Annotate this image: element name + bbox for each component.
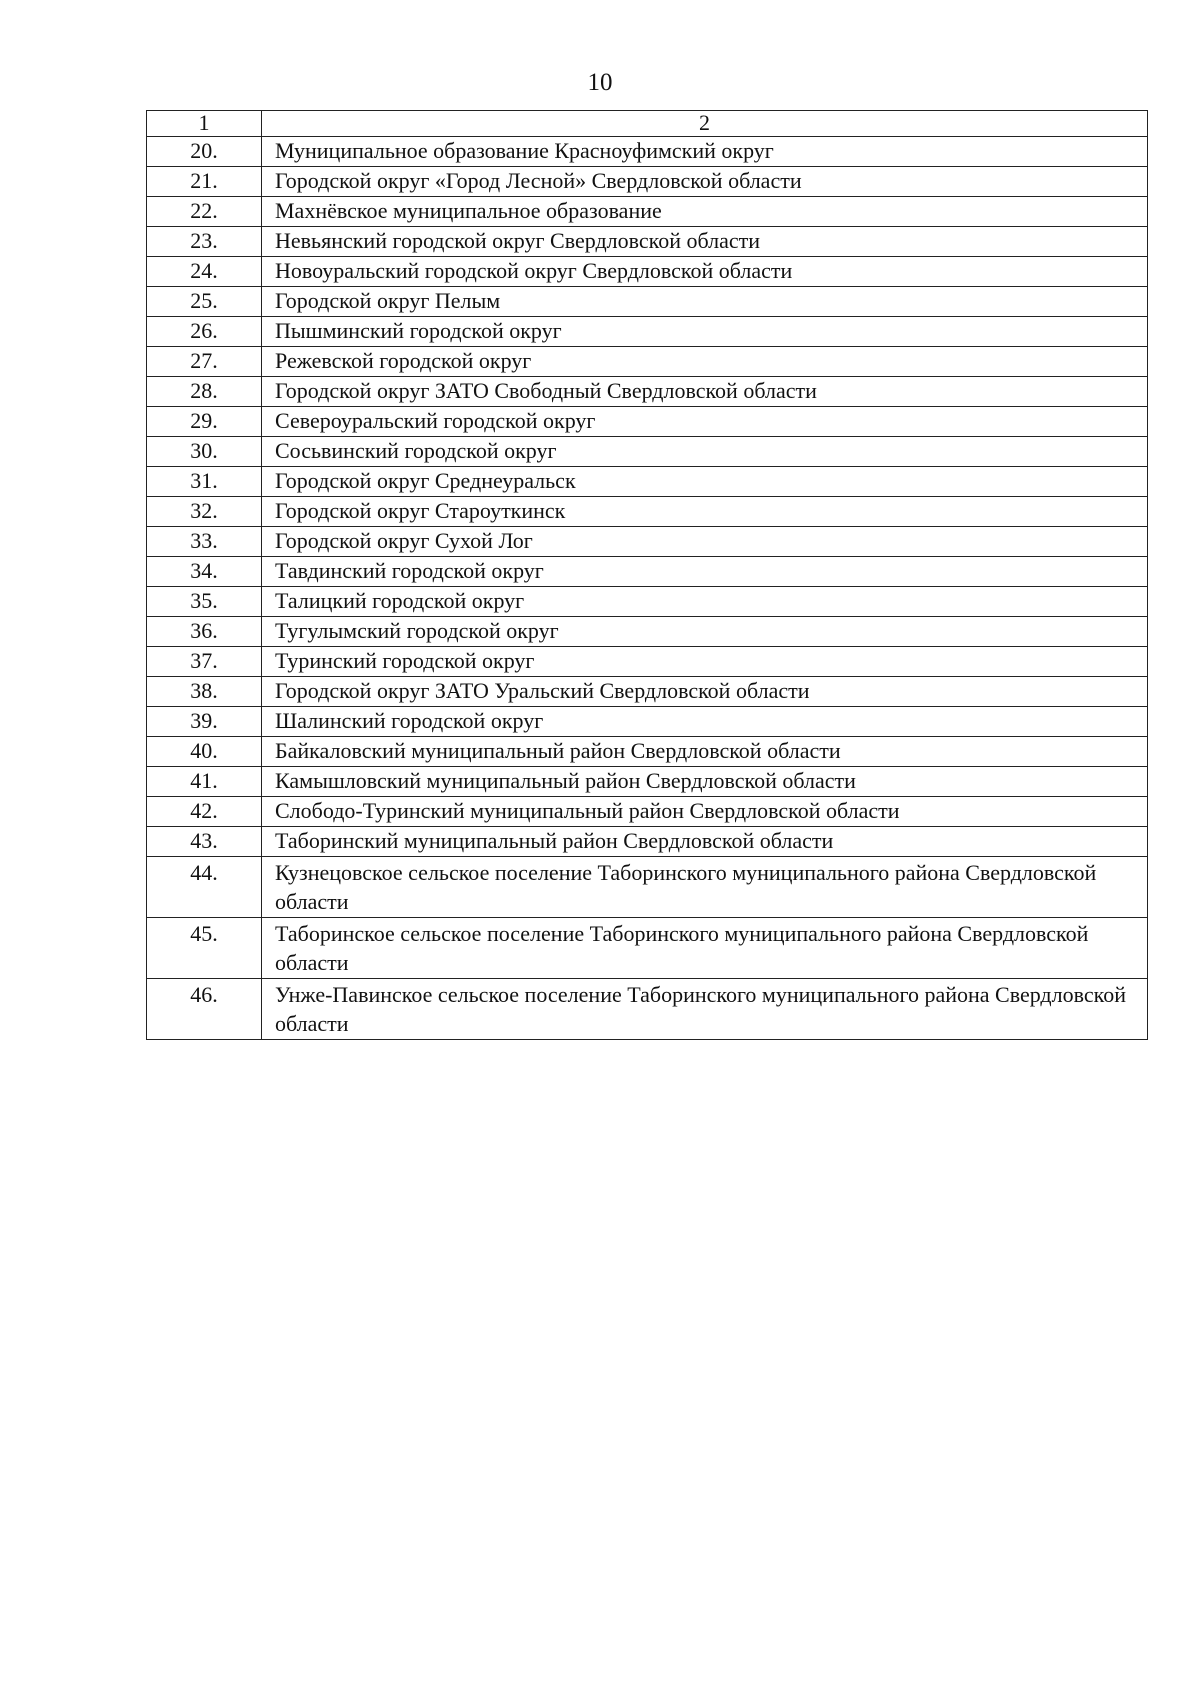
table-row <box>147 257 1148 287</box>
row-number: 42. <box>147 797 262 827</box>
row-number: 28. <box>147 377 262 407</box>
municipality-name: Городской округ Пелым <box>262 287 1148 317</box>
municipality-name: Слободо-Туринский муниципальный район Свердловской области <box>262 797 1148 827</box>
table-row <box>147 317 1148 347</box>
table-row <box>147 437 1148 467</box>
municipality-name: Городской округ Сухой Лог <box>262 527 1148 557</box>
table-row <box>147 227 1148 257</box>
municipality-name: Камышловский муниципальный район Свердловской области <box>262 767 1148 797</box>
row-number: 41. <box>147 767 262 797</box>
municipality-name: Тавдинский городской округ <box>262 557 1148 587</box>
municipality-name: Таборинский муниципальный район Свердловской области <box>262 827 1148 857</box>
row-number: 32. <box>147 497 262 527</box>
municipality-name: Режевской городской округ <box>262 347 1148 377</box>
row-number: 31. <box>147 467 262 497</box>
municipality-name: Туринский городской округ <box>262 647 1148 677</box>
municipality-name: Городской округ Среднеуральск <box>262 467 1148 497</box>
row-number: 29. <box>147 407 262 437</box>
row-number: 46. <box>147 979 262 1040</box>
table-row <box>147 347 1148 377</box>
municipality-name: Пышминский городской округ <box>262 317 1148 347</box>
row-number: 35. <box>147 587 262 617</box>
municipality-name: Унже-Павинское сельское поселение Таборинского муниципального района Свердловской области <box>262 979 1148 1040</box>
table-body <box>147 111 1148 1040</box>
row-number: 34. <box>147 557 262 587</box>
municipality-name: Кузнецовское сельское поселение Таборинского муниципального района Свердловской области <box>262 857 1148 918</box>
table-row <box>147 557 1148 587</box>
row-number: 27. <box>147 347 262 377</box>
municipality-name: Тугулымский городской округ <box>262 617 1148 647</box>
column-header-2: 2 <box>262 111 1148 137</box>
table-row <box>147 767 1148 797</box>
municipality-name: Городской округ ЗАТО Уральский Свердловской области <box>262 677 1148 707</box>
table-row <box>147 407 1148 437</box>
municipality-name: Городской округ «Город Лесной» Свердловской области <box>262 167 1148 197</box>
municipality-name: Махнёвское муниципальное образование <box>262 197 1148 227</box>
table-row <box>147 647 1148 677</box>
row-number: 37. <box>147 647 262 677</box>
table-row <box>147 797 1148 827</box>
row-number: 45. <box>147 918 262 979</box>
row-number: 36. <box>147 617 262 647</box>
table-row <box>147 137 1148 167</box>
table-row <box>147 737 1148 767</box>
municipality-name: Таборинское сельское поселение Таборинского муниципального района Свердловской области <box>262 918 1148 979</box>
table-row <box>147 707 1148 737</box>
municipality-name: Сосьвинский городской округ <box>262 437 1148 467</box>
table-row <box>147 497 1148 527</box>
table-row <box>147 287 1148 317</box>
municipality-name: Североуральский городской округ <box>262 407 1148 437</box>
table-row <box>147 527 1148 557</box>
municipality-name: Талицкий городской округ <box>262 587 1148 617</box>
row-number: 40. <box>147 737 262 767</box>
municipality-name: Шалинский городской округ <box>262 707 1148 737</box>
municipality-name: Новоуральский городской округ Свердловской области <box>262 257 1148 287</box>
row-number: 33. <box>147 527 262 557</box>
row-number: 43. <box>147 827 262 857</box>
row-number: 38. <box>147 677 262 707</box>
row-number: 26. <box>147 317 262 347</box>
table-row <box>147 197 1148 227</box>
table-row <box>147 587 1148 617</box>
row-number: 44. <box>147 857 262 918</box>
row-number: 23. <box>147 227 262 257</box>
table-row <box>147 918 1148 979</box>
municipality-name: Городской округ Староуткинск <box>262 497 1148 527</box>
municipalities-table <box>146 110 1148 1040</box>
table-row <box>147 377 1148 407</box>
row-number: 39. <box>147 707 262 737</box>
municipality-name: Невьянский городской округ Свердловской области <box>262 227 1148 257</box>
table-row <box>147 857 1148 918</box>
table-row <box>147 827 1148 857</box>
page-number: 10 <box>587 69 613 96</box>
table-header-row <box>147 111 1148 137</box>
municipality-name: Муниципальное образование Красноуфимский округ <box>262 137 1148 167</box>
table-row <box>147 677 1148 707</box>
row-number: 22. <box>147 197 262 227</box>
table-row <box>147 167 1148 197</box>
row-number: 30. <box>147 437 262 467</box>
municipality-name: Городской округ ЗАТО Свободный Свердловской области <box>262 377 1148 407</box>
municipality-name: Байкаловский муниципальный район Свердловской области <box>262 737 1148 767</box>
table-row <box>147 979 1148 1040</box>
row-number: 20. <box>147 137 262 167</box>
row-number: 25. <box>147 287 262 317</box>
table-row <box>147 617 1148 647</box>
row-number: 24. <box>147 257 262 287</box>
row-number: 21. <box>147 167 262 197</box>
column-header-1: 1 <box>147 111 262 137</box>
table-row <box>147 467 1148 497</box>
